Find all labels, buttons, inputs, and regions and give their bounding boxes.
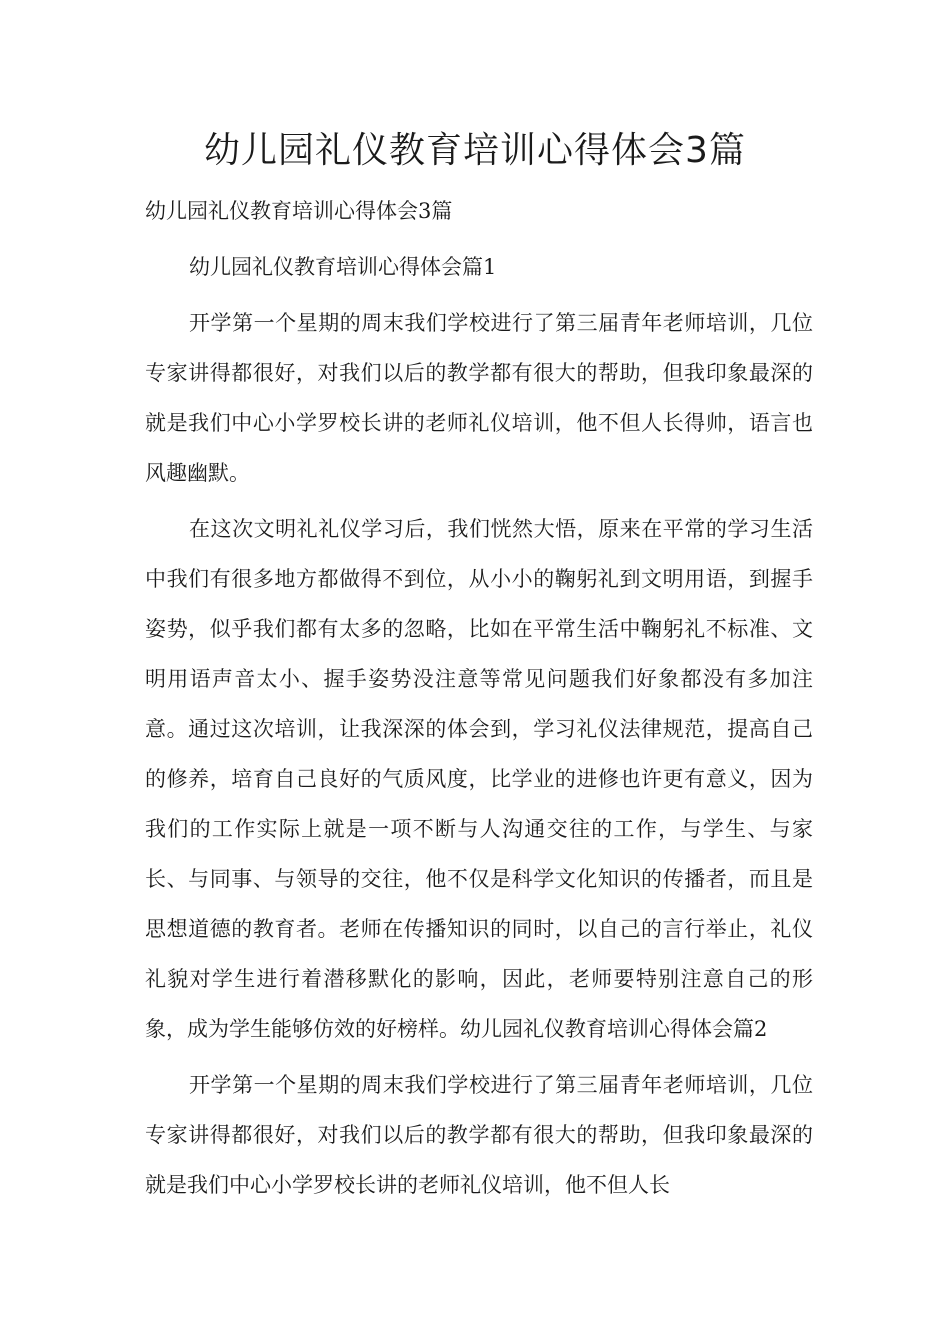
document-subtitle: 幼儿园礼仪教育培训心得体会3篇 (145, 199, 453, 223)
paragraph-1: 开学第一个星期的周末我们学校进行了第三届青年老师培训，几位专家讲得都很好，对我们以后的教学都有很大的帮助，但我印象最深的就是我们中心小学罗校长讲的老师礼仪培训，他不但人长得帅，语言也风趣幽默。 (145, 311, 813, 485)
paragraph-2: 在这次文明礼礼仪学习后，我们恍然大悟，原来在平常的学习生活中我们有很多地方都做得不到位，从小小的鞠躬礼到文明用语，到握手姿势，似乎我们都有太多的忽略，比如在平常生活中鞠躬礼不标准、文明用语声音太小、握手姿势没注意等常见问题我们好象都没有多加注意。通过这次培训，让我深深的体会到，学习礼仪法律规范，提高自己的修养，培育自己良好的气质风度，比学业的进修也许更有意义，因为我们的工作实际上就是一项不断与人沟通交往的工作，与学生、与家长、与同事、与领导的交往，他不仅是科学文化知识的传播者，而且是思想道德的教育者。老师在传播知识的同时，以自己的言行举止，礼仪礼貌对学生进行着潜移默化的影响，因此，老师要特别注意自己的形象，成为学生能够仿效的好榜样。幼儿园礼仪教育培训心得体会篇2 (145, 517, 813, 1041)
paragraph-3: 开学第一个星期的周末我们学校进行了第三届青年老师培训，几位专家讲得都很好，对我们以后的教学都有很大的帮助，但我印象最深的就是我们中心小学罗校长讲的老师礼仪培训，他不但人长 (145, 1073, 813, 1197)
document-body (145, 186, 813, 1210)
document-title: 幼儿园礼仪教育培训心得体会3篇 (204, 130, 746, 171)
section-heading-1: 幼儿园礼仪教育培训心得体会篇1 (189, 255, 497, 279)
